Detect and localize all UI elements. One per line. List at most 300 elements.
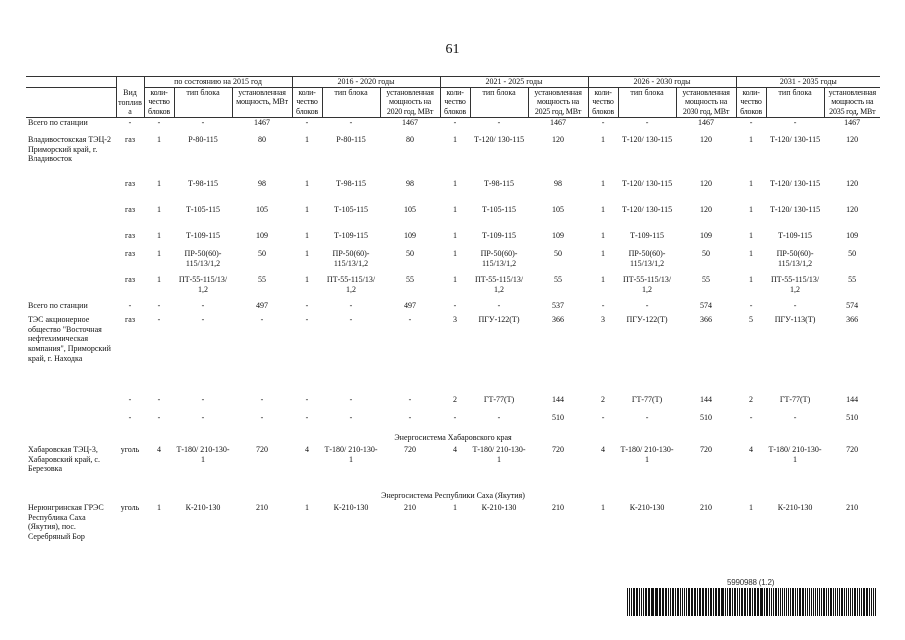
header-unit-type: тип блока [322,87,380,117]
header-capacity: установленная мощность на 2030 год, МВт [676,87,736,117]
table-row [26,445,880,489]
table-row [26,179,880,205]
unit-count: 2 [453,395,458,405]
unit-type: - [201,315,205,325]
installed-capacity: 720 [404,445,416,455]
unit-type: Т-120/ 130-115 [621,205,673,215]
installed-capacity: 50 [406,249,414,259]
barcode-bar [645,588,647,616]
installed-capacity: 720 [846,445,859,455]
installed-capacity: 50 [702,249,711,259]
unit-type: - [201,301,205,311]
unit-count: 1 [749,135,754,145]
barcode-bar [778,588,779,616]
unit-count: - [305,117,309,127]
barcode-bar [699,588,701,616]
installed-capacity: 80 [258,135,266,145]
unit-count: - [305,301,309,311]
barcode-bar [713,588,714,616]
installed-capacity: 105 [256,205,268,215]
installed-capacity: 144 [552,395,565,405]
unit-type: Р-80-115 [188,135,218,145]
unit-count: 5 [749,315,754,325]
installed-capacity: - [260,315,264,325]
barcode-bar [819,588,820,616]
unit-type: - [201,413,205,423]
unit-type: Т-109-115 [186,231,220,241]
unit-type: Т-120/ 130-115 [621,135,673,145]
barcode-bar [665,588,667,616]
plant-name [26,231,116,249]
installed-capacity: 109 [404,231,416,241]
barcode-bar [786,588,787,616]
barcode-bar [627,588,628,616]
header-period-2015: по состоянию на 2015 год [144,77,292,88]
unit-type: ГТ-77(Т) [483,395,515,405]
barcode-bar [809,588,810,616]
installed-capacity: 1467 [844,117,861,127]
header-count: коли-чество блоков [440,87,470,117]
unit-count: 1 [601,249,606,259]
section-title: Энергосистема Хабаровского края [394,433,512,443]
barcode-bar [857,588,858,616]
barcode-bar [823,588,825,616]
installed-capacity: 120 [700,179,713,189]
unit-type: Т-120/ 130-115 [473,135,525,145]
installed-capacity: 105 [552,205,565,215]
installed-capacity: - [260,413,264,423]
header-count: коли-чество блоков [144,87,174,117]
installed-capacity: 55 [406,275,414,285]
installed-capacity: 109 [256,231,268,241]
unit-count: 1 [305,231,309,241]
installed-capacity: 109 [552,231,565,241]
unit-type: Т-105-115 [334,205,368,215]
header-capacity: установленная мощность на 2020 год, МВт [380,87,440,117]
unit-count: - [157,315,161,325]
barcode-bar [662,588,664,616]
unit-count: - [157,395,161,405]
unit-type: - [497,413,501,423]
installed-capacity: 55 [848,275,857,285]
header-period-2026-2030: 2026 - 2030 годы [588,77,736,88]
power-plants-table [26,76,880,543]
unit-type: Т-180/ 210-130-1 [176,445,230,464]
unit-type: ГТ-77(Т) [631,395,663,405]
unit-type: - [793,301,797,311]
barcode-bar [694,588,696,616]
header-blank-2 [26,87,116,117]
barcode-bar [655,588,658,616]
unit-type: Т-98-115 [484,179,514,189]
unit-count: - [157,413,161,423]
barcode-bar [784,588,785,616]
unit-type: - [497,301,501,311]
unit-type: - [497,117,501,127]
barcode-bar [841,588,843,616]
unit-count: - [453,117,457,127]
barcode-bar [659,588,661,616]
header-blank [26,77,116,88]
barcode-bar [828,588,829,616]
installed-capacity: 574 [846,301,859,311]
barcode-bar [734,588,736,616]
installed-capacity: 497 [404,301,416,311]
unit-type: Т-109-115 [630,231,664,241]
installed-capacity: 109 [700,231,713,241]
barcode-bar [773,588,774,616]
unit-type: Т-109-115 [334,231,368,241]
fuel-type: - [128,301,132,311]
plant-name: Всего по станции [28,301,88,311]
fuel-type: газ [125,179,135,189]
barcode-bar [815,588,816,616]
barcode-bar [871,588,872,616]
fuel-type: уголь [120,503,140,513]
installed-capacity: - [408,413,412,423]
barcode-bar [752,588,753,616]
unit-type: - [349,395,353,405]
unit-count: - [601,413,605,423]
unit-type: Т-180/ 210-130-1 [472,445,526,464]
barcode-bar [631,588,632,616]
unit-count: 1 [749,231,754,241]
unit-count: 1 [305,135,309,145]
unit-count: 1 [305,179,309,189]
unit-type: Т-180/ 210-130-1 [620,445,674,464]
barcode-bar [629,588,630,616]
barcode-bar [715,588,717,616]
unit-type: ПГУ-122(Т) [478,315,520,325]
header-count: коли-чество блоков [588,87,618,117]
unit-count: - [749,301,753,311]
barcode-bar [684,588,685,616]
unit-count: 1 [453,275,458,285]
table-row [26,249,880,275]
unit-count: - [305,413,309,423]
header-unit-type: тип блока [618,87,676,117]
installed-capacity: 55 [554,275,563,285]
installed-capacity: 1467 [402,117,418,127]
unit-count: - [157,301,161,311]
barcode-bar [826,588,827,616]
barcode-bar [643,588,644,616]
header-capacity: установленная мощность на 2025 год, МВт [528,87,588,117]
header-capacity: установленная мощность, МВт [232,87,292,117]
barcode-bar [795,588,796,616]
barcode-bar [817,588,818,616]
table-header [26,77,880,118]
fuel-type: газ [125,205,135,215]
unit-count: 1 [601,179,606,189]
header-period-2016-2020: 2016 - 2020 годы [292,77,440,88]
unit-count: 3 [453,315,458,325]
section-row [26,489,880,503]
unit-type: - [349,315,353,325]
unit-type: Т-120/ 130-115 [621,179,673,189]
barcode-bar [859,588,860,616]
fuel-type: газ [125,315,135,325]
installed-capacity: 1467 [254,117,270,127]
table-row [26,117,880,135]
unit-type: Т-109-115 [482,231,516,241]
unit-type: Т-180/ 210-130-1 [768,445,822,464]
unit-count: - [305,395,309,405]
plant-name: Нерюнгринская ГРЭС Республика Саха (Якутия), пос. Серебряный Бор [28,503,104,542]
unit-count: 1 [453,205,458,215]
unit-type: Т-120/ 130-115 [769,135,821,145]
barcode-bar [732,588,733,616]
barcode-bar [727,588,728,616]
barcode-label: 5990988 (1.2) [727,578,775,587]
unit-count: 1 [305,275,309,285]
table-row [26,503,880,543]
unit-count: - [749,413,753,423]
unit-count: 1 [749,205,754,215]
unit-count: - [453,413,457,423]
installed-capacity: 210 [846,503,859,513]
installed-capacity: 210 [256,503,268,513]
installed-capacity: 55 [258,275,266,285]
barcode-bar [725,588,726,616]
barcode-bar [805,588,806,616]
table-row [26,413,880,431]
unit-type: ПТ-55-115/13/ 1,2 [770,275,820,294]
barcode-bar [697,588,698,616]
installed-capacity: - [260,395,264,405]
unit-type: - [349,117,353,127]
barcode-bar [718,588,720,616]
fuel-type: газ [125,231,135,241]
unit-count: 1 [157,275,161,285]
unit-type: К-210-130 [333,503,369,513]
barcode-bar [744,588,746,616]
barcode-bar [802,588,804,616]
fuel-type: - [128,117,132,127]
plant-name [26,275,116,301]
unit-type: К-210-130 [777,503,813,513]
installed-capacity: 537 [552,301,565,311]
unit-type: Р-80-115 [336,135,366,145]
barcode-bar [846,588,847,616]
unit-type: ПТ-55-115/13/ 1,2 [622,275,672,294]
barcode-bar [873,588,874,616]
unit-count: 1 [157,179,161,189]
barcode-bar [790,588,791,616]
plant-name: Всего по станции [28,117,88,127]
unit-count: 1 [749,249,754,259]
header-count: коли-чество блоков [736,87,766,117]
table-row [26,301,880,315]
barcode-bar [766,588,768,616]
installed-capacity: 120 [700,205,713,215]
page-number: 61 [445,42,460,57]
barcode-bar [835,588,836,616]
plant-name [26,249,116,275]
unit-count: - [749,117,753,127]
unit-count: 1 [453,249,458,259]
installed-capacity: 366 [552,315,565,325]
header-period-2031-2035: 2031 - 2035 годы [736,77,880,88]
header-fuel-type: Вид топлива [116,77,144,118]
unit-type: - [645,413,649,423]
barcode-bar [769,588,770,616]
barcode-bar [739,588,740,616]
barcode-bar [850,588,851,616]
table-row [26,135,880,179]
unit-type: ПР-50(60)- 115/13/1,2 [628,249,666,268]
barcode-bar [848,588,849,616]
fuel-type: газ [125,249,135,259]
barcode-bar [741,588,743,616]
plant-name [26,395,116,413]
unit-type: К-210-130 [629,503,665,513]
installed-capacity: 210 [700,503,713,513]
unit-count: 1 [157,135,161,145]
unit-type: ПР-50(60)- 115/13/1,2 [480,249,518,268]
barcode-bar [833,588,834,616]
barcode-bar [648,588,650,616]
unit-type: - [349,301,353,311]
installed-capacity: 720 [552,445,565,455]
table-row [26,231,880,249]
unit-type: ПТ-55-115/13/ 1,2 [474,275,524,294]
barcode-bar [792,588,794,616]
plant-name: Хабаровская ТЭЦ-3, Хабаровский край, с. Березовка [28,445,100,474]
unit-type: Т-109-115 [778,231,812,241]
unit-type: К-210-130 [481,503,517,513]
barcode-bar [837,588,838,616]
barcode-bar [861,588,862,616]
installed-capacity: 98 [258,179,266,189]
table-row [26,205,880,231]
unit-count: 1 [305,503,309,513]
barcode-bar [688,588,690,616]
barcode-bar [771,588,772,616]
installed-capacity: 98 [554,179,563,189]
unit-count: 1 [157,205,161,215]
plant-name [26,179,116,205]
section-title: Энергосистема Республики Саха (Якутия) [381,491,525,501]
barcode-bar [782,588,783,616]
installed-capacity: - [408,315,412,325]
barcode-bar [839,588,840,616]
fuel-type: газ [125,275,135,285]
unit-count: - [601,117,605,127]
unit-type: - [645,301,649,311]
barcode-bar [775,588,777,616]
barcode-bar [675,588,676,616]
barcode-bar [721,588,724,616]
installed-capacity: 1467 [698,117,715,127]
installed-capacity: 55 [702,275,711,285]
unit-count: 1 [157,231,161,241]
barcode-bar [672,588,674,616]
installed-capacity: 144 [846,395,859,405]
barcode-bar [670,588,671,616]
unit-count: 3 [601,315,606,325]
installed-capacity: 144 [700,395,713,405]
unit-count: 1 [749,503,754,513]
unit-type: К-210-130 [185,503,221,513]
unit-count: 4 [601,445,606,455]
unit-count: - [601,301,605,311]
unit-count: 2 [601,395,606,405]
barcode-bar [686,588,687,616]
unit-type: Т-105-115 [482,205,516,215]
installed-capacity: 98 [406,179,414,189]
installed-capacity: 1467 [550,117,567,127]
installed-capacity: 105 [404,205,416,215]
barcode-bar [651,588,654,616]
barcode-bar [799,588,801,616]
barcode-bar [747,588,748,616]
unit-count: 1 [601,231,606,241]
unit-count: 1 [749,179,754,189]
unit-type: - [793,413,797,423]
unit-type: ПР-50(60)- 115/13/1,2 [184,249,222,268]
barcode-bar [863,588,865,616]
unit-type: Т-98-115 [336,179,366,189]
unit-count: 1 [453,231,458,241]
unit-type: - [645,117,649,127]
barcode-bar [760,588,763,616]
unit-type: Т-98-115 [188,179,218,189]
installed-capacity: 120 [846,205,859,215]
unit-count: - [453,301,457,311]
installed-capacity: 720 [700,445,713,455]
fuel-type: газ [125,135,135,145]
unit-count: 1 [453,135,458,145]
barcode-bar [677,588,679,616]
installed-capacity: 574 [700,301,713,311]
installed-capacity: 210 [552,503,565,513]
unit-type: - [793,117,797,127]
installed-capacity: 120 [846,179,859,189]
unit-count: 1 [305,205,309,215]
barcode-bar [869,588,870,616]
barcode-bar [852,588,853,616]
plant-name: Владивостокская ТЭЦ-2 Приморский край, г. Владивосток [28,135,111,164]
barcode-bar [854,588,856,616]
barcode-bar [830,588,832,616]
barcode-bar [737,588,738,616]
unit-count: 1 [305,249,309,259]
unit-count: 4 [157,445,161,455]
barcode-bar [780,588,781,616]
barcode-bar [844,588,845,616]
unit-type: ГТ-77(Т) [779,395,811,405]
header-unit-type: тип блока [766,87,824,117]
unit-count: 1 [749,275,754,285]
unit-count: 1 [601,503,606,513]
section-row [26,431,880,445]
unit-type: ПР-50(60)- 115/13/1,2 [332,249,370,268]
installed-capacity: 80 [406,135,414,145]
installed-capacity: 366 [700,315,713,325]
unit-count: 1 [601,205,606,215]
table-row [26,395,880,413]
barcode-bar [821,588,822,616]
installed-capacity: 720 [256,445,268,455]
fuel-type: уголь [120,445,140,455]
installed-capacity: 50 [848,249,857,259]
unit-type: ПТ-55-115/13/ 1,2 [178,275,228,294]
installed-capacity: 210 [404,503,416,513]
installed-capacity: 50 [554,249,563,259]
installed-capacity: 120 [846,135,859,145]
barcode-bar [636,588,638,616]
